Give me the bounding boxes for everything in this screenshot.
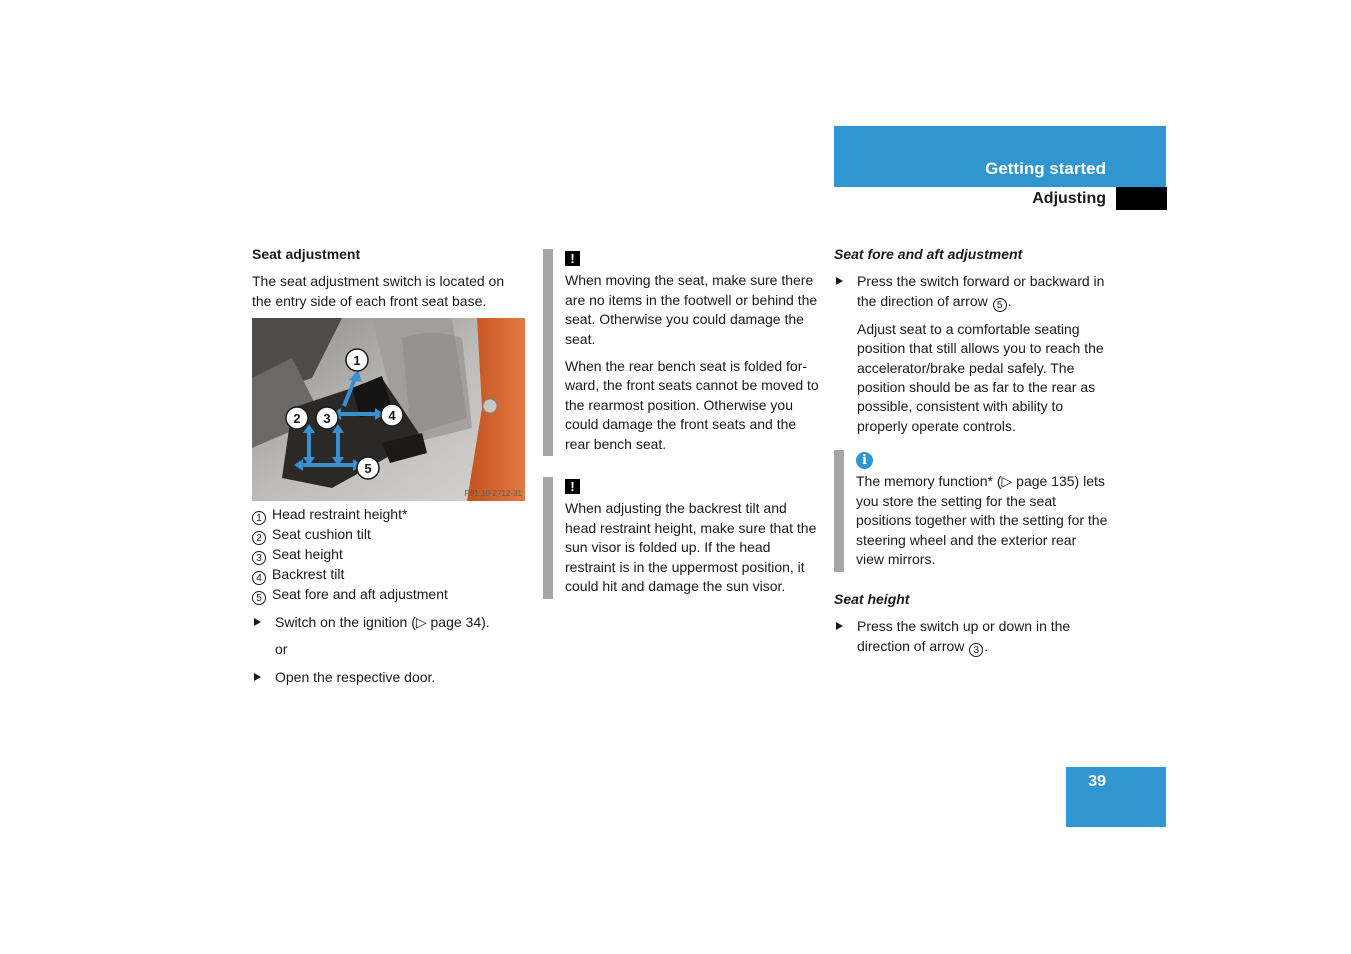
step-open-door: Open the respective door. [252,668,527,687]
legend-item: 5 Seat fore and aft adjustment [252,585,527,605]
warning-2-paragraph-1: When adjusting the backrest tilt and head restraint height, make sure that the sun visor is folded up. If the head restraint is in the uppermost position, it could hit and damage the sun visor. [565,500,817,595]
legend-item: 2 Seat cushion tilt [252,525,527,545]
figure-legend [252,505,527,687]
chapter-header [834,126,1166,187]
step-seat-height: Press the switch up or down in the direction of arrow 3 . [834,617,1108,656]
warning-icon: ! [565,251,580,266]
warning-1-paragraph-1: When moving the seat, make sure there are no items in the footwell or behind the seat. Otherwise you could damage the seat. [565,272,818,347]
page-number-box [1066,767,1166,827]
legend-item: 3 Seat height [252,545,527,565]
page-number: 39 [1088,773,1106,790]
column-left [252,245,527,311]
column-right-lower [834,590,1108,657]
intro-paragraph: The seat adjustment switch is located on the entry side of each front seat base. [252,273,505,309]
section-marker [1116,187,1167,210]
fore-aft-paragraph: Adjust seat to a comfortable seating position that still allows you to reach the accelerator/brake pedal safely. The position should be as far to the rear as possible, consistent with ability to properly operate controls. [857,320,1104,434]
step-fore-aft: Press the switch forward or backward in the direction of arrow 5 . [834,272,1108,311]
warning-box-1 [543,249,819,456]
column-right [834,245,1108,436]
callout-3: 3 [323,411,331,426]
legend-item: 1 Head restraint height* [252,505,527,525]
or-text: or [275,641,288,658]
callout-5: 5 [364,461,372,476]
callout-2: 2 [293,411,301,426]
legend-item: 4 Backrest tilt [252,565,527,585]
info-box [834,450,1108,572]
callout-4: 4 [388,408,396,423]
heading-seat-fore-aft: Seat fore and aft adjustment [834,246,1023,262]
warning-1-paragraph-2: When the rear bench seat is folded for-ward, the front seats cannot be moved to the rearmost position. Otherwise you could damage the front seats and the rear bench seat. [565,358,819,452]
step-switch-ignition: Switch on the ignition (▷ page 34). [252,613,527,632]
seat-switch-photo [252,318,525,501]
figure-code: P91.10-2712-31 [464,489,522,498]
warning-box-2 [543,477,819,599]
section-title: Adjusting [1032,190,1106,207]
heading-seat-adjustment: Seat adjustment [252,246,361,262]
heading-seat-height: Seat height [834,591,910,607]
callout-1: 1 [353,353,361,368]
info-icon: i [856,452,873,469]
chapter-title: Getting started [985,159,1106,178]
warning-icon: ! [565,479,580,494]
info-paragraph: The memory function* (▷ page 135) lets you store the setting for the seat positions together with the setting for the steering wheel and the exterior rear view mirrors. [856,473,1108,568]
